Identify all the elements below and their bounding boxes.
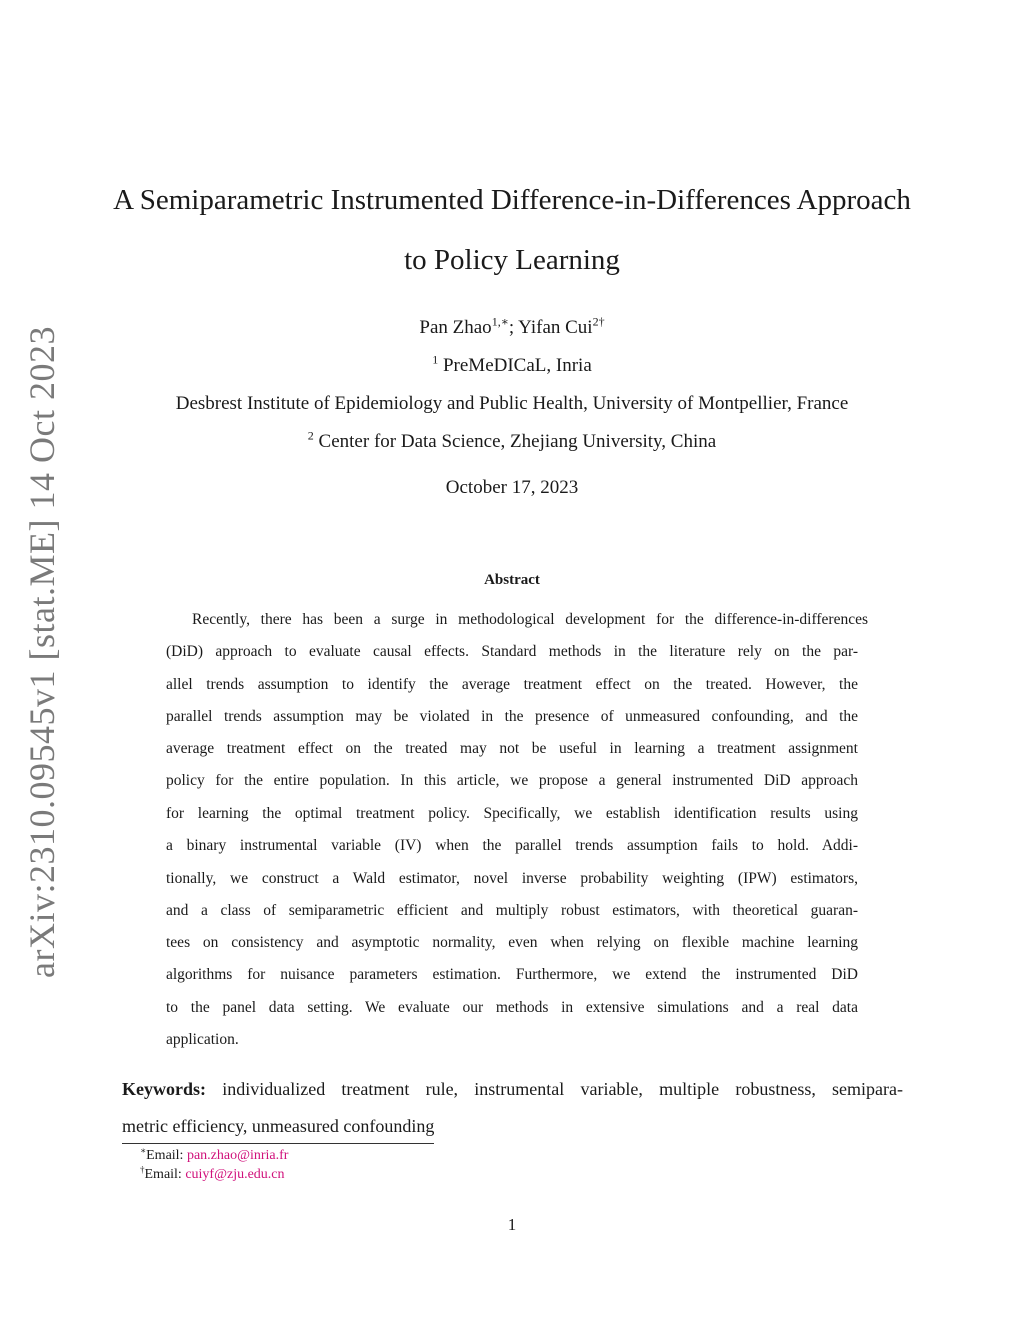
- paper-title-line-2: to Policy Learning: [404, 244, 620, 276]
- author-name: Pan Zhao: [419, 317, 492, 338]
- author-separator: ;: [508, 317, 519, 338]
- abstract-line: for learning the optimal treatment policy. Specifically, we establish identification results using: [166, 805, 858, 822]
- abstract-line: allel trends assumption to identify the average treatment effect on the treated. However, the: [166, 676, 858, 693]
- paper-date: October 17, 2023: [445, 477, 579, 498]
- paper-title-line-1: A Semiparametric Instrumented Difference-in-Differences Approach: [113, 184, 911, 216]
- footnote-1: [140, 1145, 289, 1164]
- abstract-line: (DiD) approach to evaluate causal effects. Standard methods in the literature rely on the par-: [166, 643, 858, 660]
- author-name: Yifan Cui: [518, 317, 593, 338]
- affiliation-mark: 1: [432, 352, 439, 367]
- arxiv-stamp: arXiv:2310.09545v1 [stat.ME] 14 Oct 2023: [22, 326, 62, 978]
- abstract-line: application.: [166, 1031, 239, 1048]
- keywords-line-2: metric efficiency, unmeasured confounding: [122, 1116, 435, 1136]
- abstract-line: policy for the entire population. In this article, we propose a general instrumented DiD approach: [166, 772, 858, 789]
- author-marks: 1,∗: [491, 314, 509, 329]
- abstract-line: to the panel data setting. We evaluate our methods in extensive simulations and a real data: [166, 999, 858, 1016]
- keywords-text: individualized treatment rule, instrumental variable, multiple robustness, semipara-: [222, 1079, 904, 1099]
- affiliation-mark: 2: [307, 428, 314, 443]
- abstract-heading: Abstract: [484, 572, 540, 588]
- affiliation-text: PreMeDICaL, Inria: [442, 355, 592, 376]
- abstract-line: a binary instrumental variable (IV) when the parallel trends assumption fails to hold. Addi-: [166, 837, 858, 854]
- footnote-label: Email:: [146, 1148, 187, 1163]
- author-list: [0, 314, 1024, 339]
- keywords-line-1: [122, 1079, 903, 1100]
- abstract-line: and a class of semiparametric efficient and multiply robust estimators, with theoretical guaran-: [166, 902, 858, 919]
- abstract-line: algorithms for nuisance parameters estimation. Furthermore, we extend the instrumented DiD: [166, 966, 858, 983]
- footnote-2: [140, 1164, 285, 1183]
- email-link[interactable]: pan.zhao@inria.fr: [186, 1148, 289, 1163]
- abstract-line: tees on consistency and asymptotic normality, even when relying on flexible machine learning: [166, 934, 858, 951]
- footnote-label: Email:: [144, 1167, 186, 1182]
- affiliation-text: Center for Data Science, Zhejiang University, China: [318, 431, 717, 452]
- footnote-mark: †: [140, 1164, 145, 1175]
- abstract-line: Recently, there has been a surge in methodological development for the difference-in-differences: [192, 611, 868, 628]
- email-link[interactable]: cuiyf@zju.edu.cn: [185, 1167, 285, 1182]
- affiliation-1-line-2: Desbrest Institute of Epidemiology and Public Health, University of Montpellier, France: [175, 393, 849, 414]
- author-marks: 2†: [592, 314, 605, 329]
- footnote-rule: [122, 1143, 434, 1144]
- affiliation-2: [0, 428, 1024, 453]
- affiliation-1: [0, 352, 1024, 377]
- keywords-label: Keywords:: [122, 1079, 206, 1099]
- abstract-line: tionally, we construct a Wald estimator, novel inverse probability weighting (IPW) estimators,: [166, 870, 858, 887]
- footnote-mark: ∗: [140, 1145, 147, 1156]
- page-number: 1: [507, 1215, 517, 1234]
- abstract-line: average treatment effect on the treated may not be useful in learning a treatment assignment: [166, 740, 858, 757]
- abstract-line: parallel trends assumption may be violated in the presence of unmeasured confounding, and the: [166, 708, 858, 725]
